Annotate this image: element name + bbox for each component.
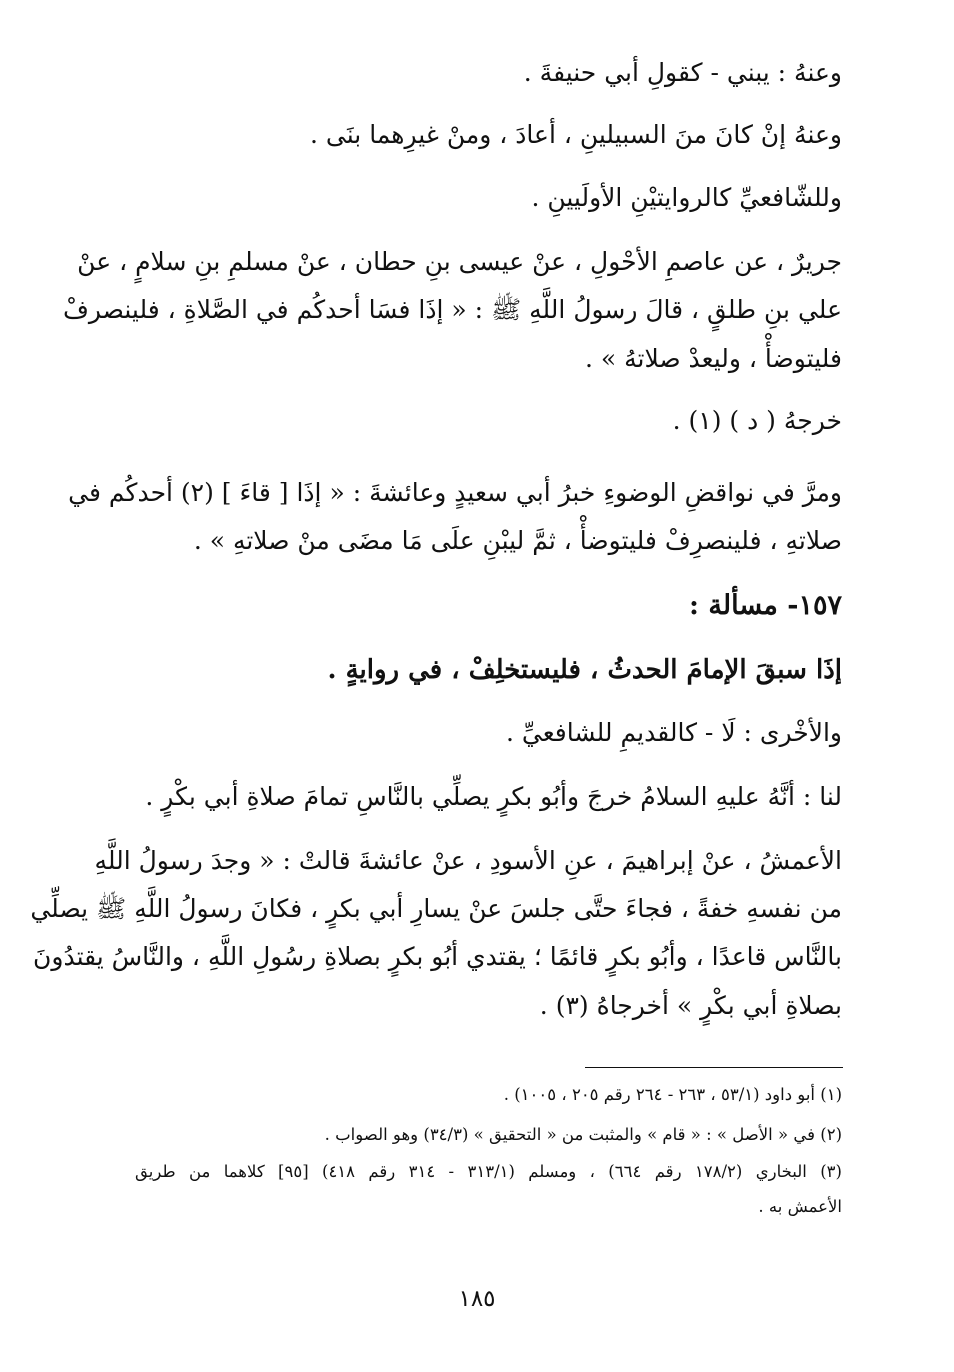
- text-line: صلاتهِ ، فلينصرِفْ فليتوضأْ ، ثمَّ ليبْنِ علَى مَا مضَى منْ صلاتهِ » .: [193, 526, 842, 555]
- footnote: (١) أبو داود (٥٣/١ ، ٢٦٣ - ٢٦٤ رقم ٢٠٥ ، ١٠٠٥) .: [503, 1085, 842, 1104]
- section-heading: ١٥٧- مسألة :: [689, 590, 842, 621]
- page-number: ١٨٥: [458, 1286, 496, 1312]
- text-line: ومرَّ في نواقضِ الوضوءِ خبرُ أبي سعيدٍ وعائشةَ : « إذَا [ قاءَ ] (٢) أحدكُم في: [68, 478, 842, 507]
- text-line: من نفسهِ خفةً ، فجاءَ حتَّى جلسَ عنْ يسارِ أبي بكرٍ ، فكانَ رسولُ اللَّهِ ﷺ يصلِّي: [30, 894, 842, 923]
- text-line: علي بنِ طلقٍ ، قالَ رسولُ اللَّهِ ﷺ : « إذَا فسَا أحدكُم في الصَّلاةِ ، فلينصرفْ: [62, 295, 842, 324]
- text-line: وعنهُ : يبني - كقولِ أبي حنيفةَ .: [523, 58, 842, 87]
- text-line: بصلاةِ أبي بكْرٍ » أخرجاهُ (٣) .: [539, 991, 842, 1020]
- text-line: والأخْرى : لَا - كالقديمِ للشافعيِّ .: [505, 718, 842, 747]
- footnote: (٢) في « الأصل » : « قام » والمثبت من « التحقيق » (٣٤/٣) وهو الصواب .: [324, 1125, 842, 1144]
- footnote-continuation: الأعمش به .: [758, 1197, 842, 1216]
- text-line: خرجهُ ( د ) (١) .: [672, 406, 842, 435]
- text-line: جريرٌ ، عن عاصمِ الأحْولِ ، عنْ عيسى بنِ حطان ، عنْ مسلمِ بنِ سلامٍ ، عنْ: [77, 247, 842, 276]
- text-line: الأعمشُ ، عنْ إبراهيمَ ، عنِ الأسودِ ، عنْ عائشةَ قالتْ : « وجدَ رسولُ اللَّهِ: [94, 846, 842, 875]
- issue-statement: إذَا سبقَ الإمامَ الحدثُ ، فليستخلِفْ ، في روايةٍ .: [327, 655, 842, 685]
- text-line: وللشّافعيِّ كالروايتيْنِ الأولَيينِ .: [531, 183, 842, 212]
- text-line: وعنهُ إنْ كانَ منَ السبيلينِ ، أعادَ ، ومنْ غيرِهما بنَى .: [310, 120, 842, 149]
- footnote: (٣) البخاري (١٧٨/٢ رقم ٦٦٤) ، ومسلم (٣١٣/١ - ٣١٤ رقم ٤١٨) [٩٥] كلاهما من طريق: [135, 1162, 842, 1181]
- text-line: فليتوضأْ ، وليعدْ صلاتهُ » .: [584, 344, 842, 373]
- text-line: بالنَّاس قاعدًا ، وأبُو بكرٍ قائمًا ؛ يقتدي أبُو بكرٍ بصلاةِ رسُولِ اللَّهِ ، والنَّاسُ يقتدُونَ: [33, 942, 842, 971]
- footnote-separator: [585, 1067, 843, 1068]
- text-line: لنا : أنَّهُ عليهِ السلامُ خرجَ وأبُو بكرٍ يصلِّي بالنَّاسِ تمامَ صلاةِ أبي بكْرٍ .: [145, 782, 842, 811]
